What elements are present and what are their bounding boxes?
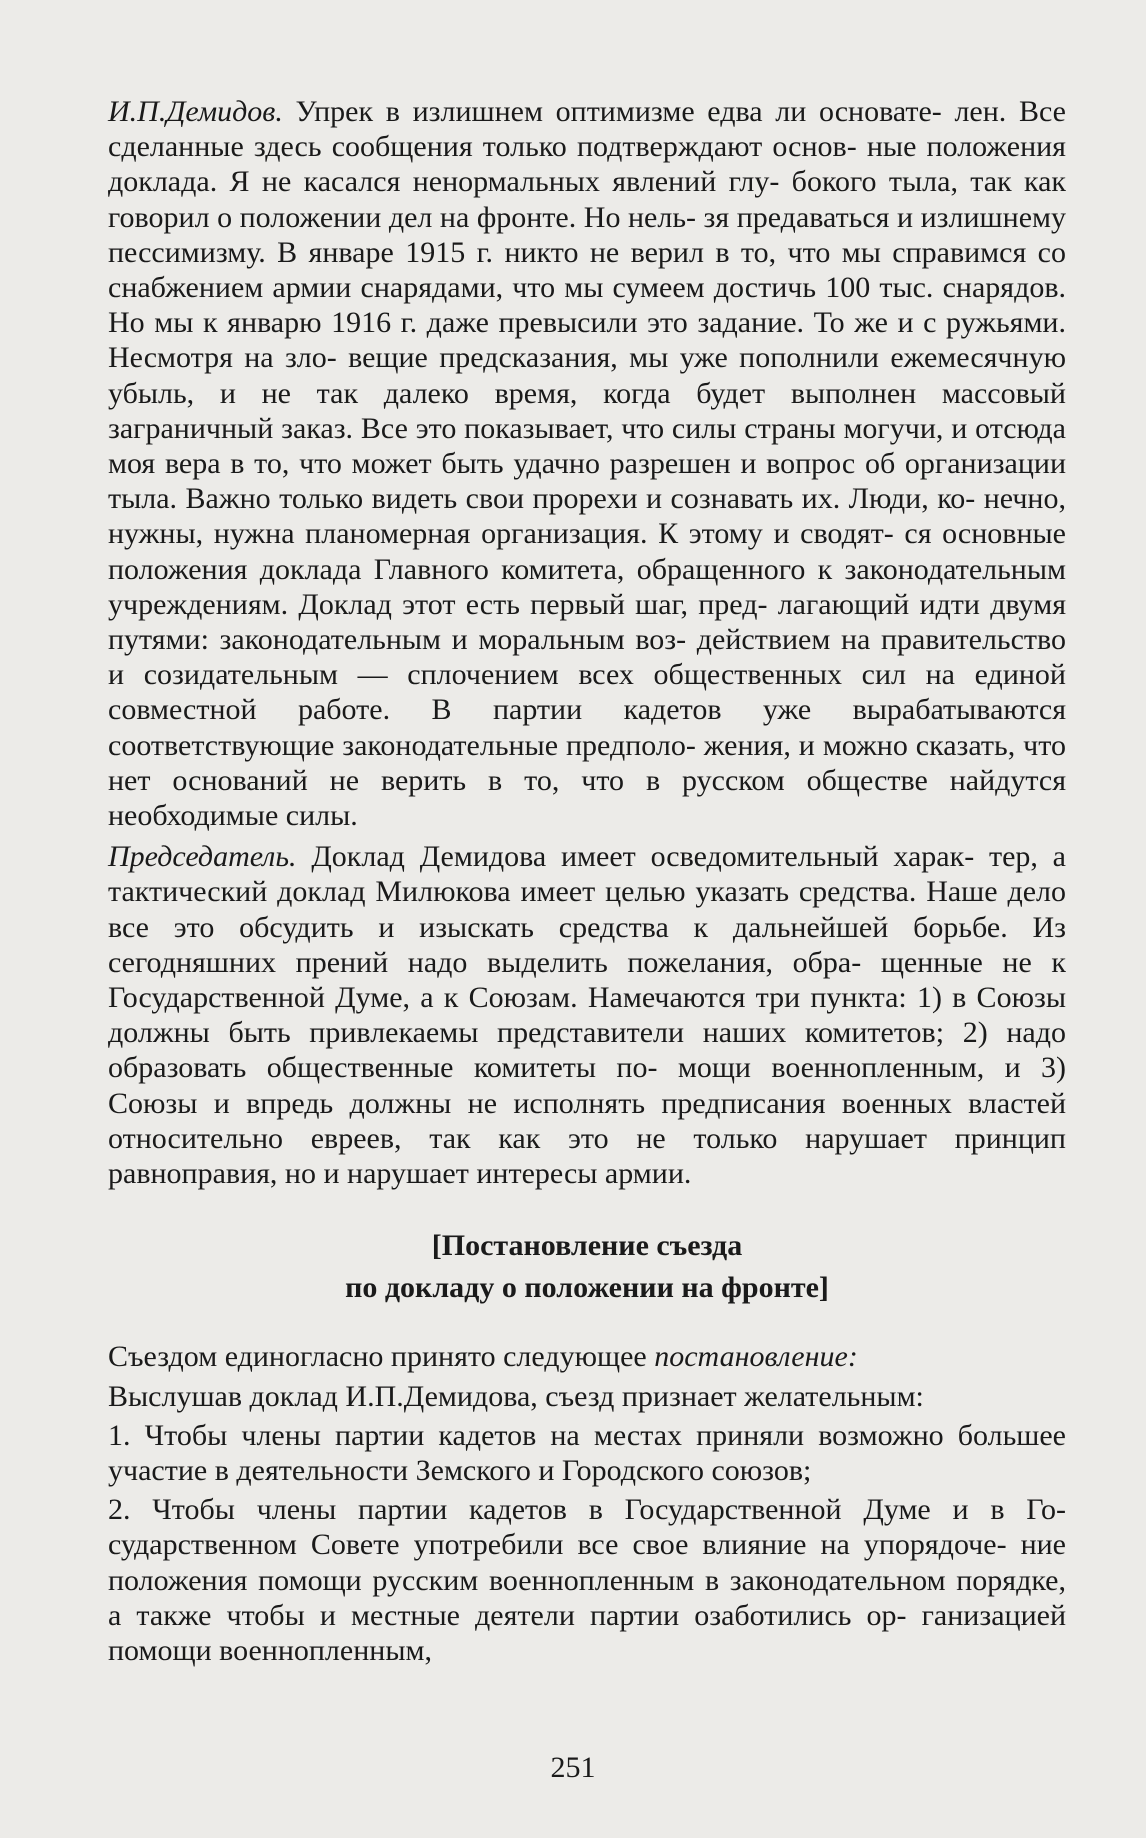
paragraph-demidov xyxy=(108,94,1066,833)
paragraph-chairman xyxy=(108,839,1066,1191)
heading-line-2: по докладу о положении на фронте] xyxy=(345,1271,829,1305)
main-text xyxy=(108,94,1066,1668)
resolution-lead: Выслушав доклад И.П.Демидова, съезд признает желательным: xyxy=(108,1379,924,1413)
heading-line-1: [Постановление съезда xyxy=(431,1229,743,1263)
resolution-intro-prefix: Съездом единогласно принято следующее xyxy=(108,1340,655,1374)
section-heading xyxy=(108,1225,1066,1309)
page-number: 251 xyxy=(550,1751,596,1784)
resolution-intro xyxy=(108,1339,1066,1374)
paragraph-chairman-text: Доклад Демидова имеет осведомительный харак- тер, а тактический доклад Милюкова имеет целью указать средства. Наше дело все это обсудить и изыскать средства к дальнейшей борьбе. Из сегодняшних прений надо выделить пожелания, обра- щенные не к Государственной Думе, а к Союзам. Намечаются три пункта: 1) в Союзы должны быть привлекаемы представители наших комитетов; 2) надо образовать общественные комитеты по- мощи военнопленным, и 3) Союзы и впредь должны не исполнять предписания военных властей относительно евреев, так как это не только нарушает принцип равноправия, но и нарушает интересы армии. xyxy=(108,840,1066,1191)
resolution-item-1: 1. Чтобы члены партии кадетов на местах приняли возможно большее участие в деятельности Земского и Городского союзов; xyxy=(108,1418,1066,1487)
speaker-chairman: Председатель. xyxy=(108,840,297,874)
speaker-demidov: И.П.Демидов. xyxy=(108,95,283,128)
resolution-item-2: 2. Чтобы члены партии кадетов в Государственной Думе и в Го- сударственном Совете употребили все свое влияние на упорядоче- ние положения помощи русским военнопленным в законодательном порядке, а также чтобы и местные деятели партии озаботились ор- ганизацией помощи военнопленным, xyxy=(108,1493,1066,1667)
resolution-intro-italic: постановление: xyxy=(654,1340,858,1374)
paragraph-demidov-text: Упрек в излишнем оптимизме едва ли основате- лен. Все сделанные здесь сообщения только подтверждают основ- ные положения доклада. Я не касался ненормальных явлений глу- бокого тыла, так как говорил о положении дел на фронте. Но нель- зя предаваться и излишнему пессимизму. В январе 1915 г. никто не верил в то, что мы справимся со снабжением армии снарядами, что мы сумеем достичь 100 тыс. снарядов. Но мы к январю 1916 г. даже превысили это задание. То же и с ружьями. Несмотря на зло- вещие предсказания, мы уже пополнили ежемесячную убыль, и не так далеко время, когда будет выполнен массовый заграничный заказ. Все это показывает, что силы страны могучи, и отсюда моя вера в то, что может быть удачно разрешен и вопрос об организации тыла. Важно только видеть свои прорехи и сознавать их. Люди, ко- нечно, нужны, нужна планомерная организация. К этому и сводят- ся основные положения доклада Главного комитета, обращенного к законодательным учреждениям. Доклад этот есть первый шаг, пред- лагающий идти двумя путями: законодательным и моральным воз- действием на правительство и созидательным — сплочением всех общественных сил на единой совместной работе. В партии кадетов уже вырабатываются соответствующие законодательные предполо- жения, и можно сказать, что нет оснований не верить в то, что в русском обществе найдутся необходимые силы. xyxy=(108,95,1066,833)
